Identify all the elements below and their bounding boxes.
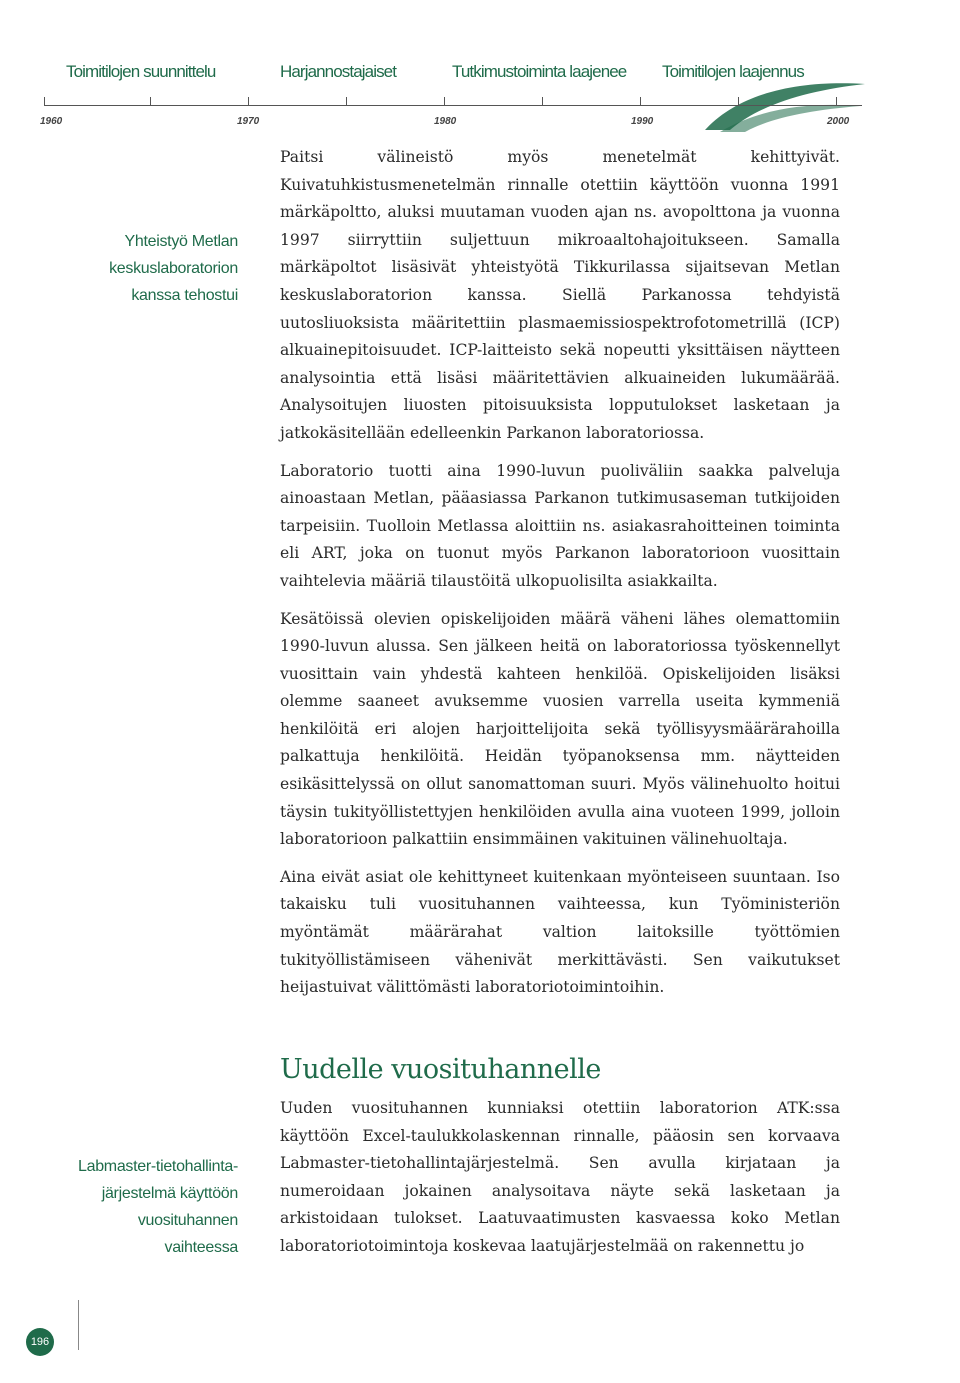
side-note-line: keskuslaboratorion <box>109 260 238 277</box>
timeline-tick <box>542 97 543 106</box>
timeline-year-1980: 1980 <box>434 116 457 127</box>
page-number: 196 <box>26 1328 54 1356</box>
timeline-header <box>0 0 960 140</box>
timeline-label-topping-out: Harjannostajaiset <box>280 62 397 81</box>
timeline-year-2000: 2000 <box>827 116 850 127</box>
timeline-tick <box>44 97 45 106</box>
timeline-tick <box>640 97 641 106</box>
timeline-tick <box>150 97 151 106</box>
timeline-label-expansion: Toimitilojen laajennus <box>662 62 804 81</box>
timeline-tick <box>444 97 445 106</box>
side-note-line: vuosituhannen <box>137 1212 238 1229</box>
timeline-tick <box>248 97 249 106</box>
timeline-tick <box>346 97 347 106</box>
body-paragraph: Paitsi välineistö myös menetelmät kehittyivät. Kuivatuhkistusmenetelmän rinnalle otettiin käyttöön vuonna 1991 märkäpoltto, aluksi muutaman vuoden ajan ns. avopolttona ja vuonna 1997 siirryttiin suljettuun mikroaaltohajoitukseen. Samalla märkäpoltot lisäsivät yhteistyötä Tikkurilassa sijaitsevan Metlan keskuslaboratorion kanssa. Siellä Parkanossa tehdyistä uutosliuoksista määritettiin plasmaemissiospektrofotometrillä (ICP) alkuainepitoisuudet. ICP-laitteisto sekä nopeutti yksittäisen näytteen analysointia että lisäsi määritettävien alkuaineiden lukumäärää. Analysoitujen liuosten pitoisuuksista lopputulokset lasketaan ja jatkokäsitellään edelleenkin Parkanon laboratoriossa. <box>280 148 840 442</box>
body-paragraph: Kesätöissä olevien opiskelijoiden määrä väheni lähes olemattomiin 1990-luvun alussa. Sen jälkeen heitä on laboratoriossa työskennellyt vuosittain vain yhdestä kahteen henkilöä. Opiskelijoiden lisäksi olemme saaneet avuksemme vuosien varrella useita kymmeniä henkilöitä eri alojen harjoittelijoita sekä työllisyysmäärärahoilla palkattuja henkilöitä. Heidän työpanoksensa mm. näytteiden esikäsittelyssä on ollut sanomattoman suuri. Myös välinehuolto hoitui täysin tukityöllistettyjen henkilöiden avulla aina vuoteen 1999, jolloin laboratorioon palkattiin ensimmäinen vakituinen välinehuoltaja. <box>280 609 840 849</box>
side-note-line: kanssa tehostui <box>131 287 238 304</box>
side-note-line: Yhteistyö Metlan <box>124 233 238 250</box>
side-note-line: Labmaster-tietohallinta- <box>78 1158 238 1175</box>
section-paragraph: Uuden vuosituhannen kunniaksi otettiin laboratorion ATK:ssa käyttöön Excel-taulukkolaskennan rinnalle, pääosin sen korvaava Labmaster-tietohallintajärjestelmä. Sen avulla kirjataan ja numeroidaan jokainen analysoitava näyte sekä lasketaan ja arkistoidaan tulokset. Laatuvaatimusten kasvaessa koko Metlan laboratoriotoimintoja koskevaa laatujärjestelmää on rakennettu jo <box>280 1099 840 1255</box>
timeline-year-1960: 1960 <box>40 116 63 127</box>
timeline-label-planning: Toimitilojen suunnittelu <box>66 62 216 81</box>
section-new-millennium <box>280 1054 840 1271</box>
side-note-line: vaihteessa <box>164 1239 238 1256</box>
side-note-cooperation <box>109 228 238 309</box>
body-paragraph: Laboratorio tuotti aina 1990-luvun puoliväliin saakka palveluja ainoastaan Metlan, pääasiassa Parkanon tutkimusaseman tutkijoiden tarpeisiin. Tuolloin Metlassa aloittiin ns. asiakasrahoitteinen toiminta eli ART, joka on tuonut myös Parkanon laboratorioon vuosittain vaihtelevia määriä tilaustöitä ulkopuolisilta asiakkailta. <box>280 461 840 590</box>
side-note-line: järjestelmä käyttöön <box>101 1185 238 1202</box>
timeline-label-research-expands: Tutkimustoiminta laajenee <box>452 62 627 81</box>
timeline-tick <box>836 97 837 106</box>
timeline-axis <box>44 105 862 106</box>
main-text-column <box>280 144 840 1012</box>
section-heading: Uudelle vuosituhannelle <box>280 1054 601 1085</box>
footer-rule <box>78 1300 79 1350</box>
timeline-year-1970: 1970 <box>237 116 260 127</box>
timeline-year-1990: 1990 <box>631 116 654 127</box>
timeline-tick <box>738 97 739 106</box>
side-note-labmaster <box>78 1153 238 1261</box>
body-paragraph: Aina eivät asiat ole kehittyneet kuitenkaan myönteiseen suuntaan. Iso takaisku tuli vuosituhannen vaihteessa, kun Työministeriön myöntämät määrärahat valtion laitoksille työttömien tukityöllistämiseen vähenivät merkittävästi. Sen vaikutukset heijastuivat välittömästi laboratoriotoimintoihin. <box>280 867 840 997</box>
